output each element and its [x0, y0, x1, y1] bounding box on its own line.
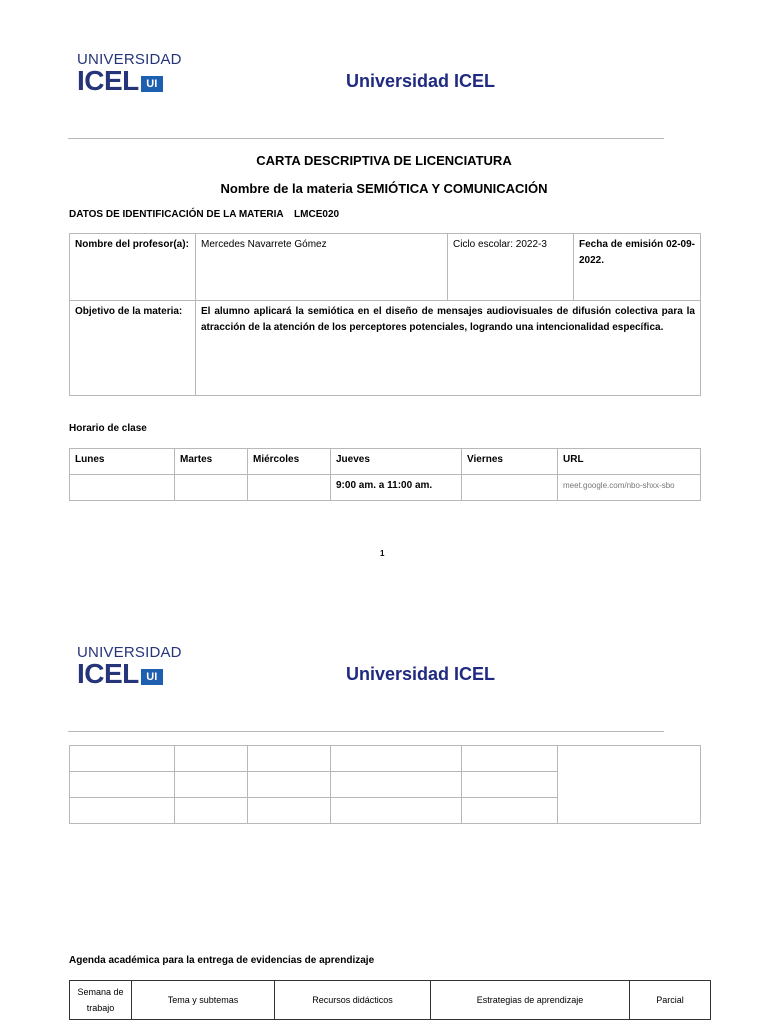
- objective-text: El alumno aplicará la semiótica en el diseño de mensajes audiovisuales de difusión colectiva para la atracción de la atención de los perceptores potenciales, logrando una intencionalidad específica.: [196, 301, 701, 396]
- university-logo: [77, 644, 182, 689]
- empty-cell: [462, 746, 558, 772]
- empty-cell: [70, 798, 175, 824]
- identification-table: [69, 233, 701, 396]
- agenda-header: Estrategias de aprendizaje: [431, 981, 630, 1020]
- logo-badge: UI: [141, 669, 163, 685]
- page-number: 1: [380, 549, 385, 558]
- id-code: LMCE020: [294, 209, 340, 220]
- empty-cell: [331, 772, 462, 798]
- objective-label: Objetivo de la materia:: [70, 301, 196, 396]
- schedule-cell: [462, 475, 558, 501]
- empty-cell: [248, 798, 331, 824]
- schedule-header: Martes: [175, 449, 248, 475]
- schedule-continuation-table: [69, 745, 701, 824]
- schedule-cell: [248, 475, 331, 501]
- agenda-header: Recursos didácticos: [275, 981, 431, 1020]
- schedule-header: Viernes: [462, 449, 558, 475]
- empty-cell: [462, 798, 558, 824]
- agenda-header: Tema y subtemas: [132, 981, 275, 1020]
- schedule-header: Jueves: [331, 449, 462, 475]
- subject-line: Nombre de la materia SEMIÓTICA Y COMUNICACIÓN: [220, 181, 548, 196]
- empty-cell: [248, 772, 331, 798]
- university-logo: [77, 51, 182, 96]
- agenda-table: [69, 980, 711, 1020]
- issue-date: Fecha de emisión 02-09-2022.: [574, 234, 701, 301]
- empty-cell: [175, 798, 248, 824]
- schedule-cell: [70, 475, 175, 501]
- logo-top-text: UNIVERSIDAD: [77, 644, 182, 661]
- doc-title: CARTA DESCRIPTIVA DE LICENCIATURA: [256, 153, 512, 168]
- meeting-url[interactable]: meet.google.com/nbo-shxx-sbo: [558, 475, 701, 501]
- logo-main-text: ICEL: [77, 658, 139, 689]
- university-title: Universidad ICEL: [346, 71, 496, 91]
- logo-top-text: UNIVERSIDAD: [77, 51, 182, 68]
- logo-badge: UI: [141, 76, 163, 92]
- schedule-header: Miércoles: [248, 449, 331, 475]
- professor-label: Nombre del profesor(a):: [70, 234, 196, 301]
- schedule-title: Horario de clase: [69, 423, 147, 434]
- empty-cell: [462, 772, 558, 798]
- header-divider: [68, 731, 664, 732]
- empty-cell: [331, 798, 462, 824]
- empty-cell: [558, 746, 701, 824]
- school-cycle: Ciclo escolar: 2022-3: [448, 234, 574, 301]
- agenda-title: Agenda académica para la entrega de evidencias de aprendizaje: [69, 955, 375, 966]
- header-divider: [68, 138, 664, 139]
- agenda-header: Parcial: [630, 981, 711, 1020]
- schedule-cell: [175, 475, 248, 501]
- empty-cell: [175, 772, 248, 798]
- logo-main-text: ICEL: [77, 65, 139, 96]
- university-title: Universidad ICEL: [346, 664, 496, 684]
- id-section-heading: [69, 209, 339, 220]
- schedule-table: [69, 448, 701, 501]
- agenda-header: Semana de trabajo: [70, 981, 132, 1020]
- professor-name: Mercedes Navarrete Gómez: [196, 234, 448, 301]
- empty-cell: [248, 746, 331, 772]
- empty-cell: [70, 746, 175, 772]
- empty-cell: [70, 772, 175, 798]
- schedule-header: Lunes: [70, 449, 175, 475]
- schedule-header: URL: [558, 449, 701, 475]
- schedule-cell: 9:00 am. a 11:00 am.: [331, 475, 462, 501]
- empty-cell: [331, 746, 462, 772]
- id-section-label: DATOS DE IDENTIFICACIÓN DE LA MATERIA: [69, 209, 284, 220]
- empty-cell: [175, 746, 248, 772]
